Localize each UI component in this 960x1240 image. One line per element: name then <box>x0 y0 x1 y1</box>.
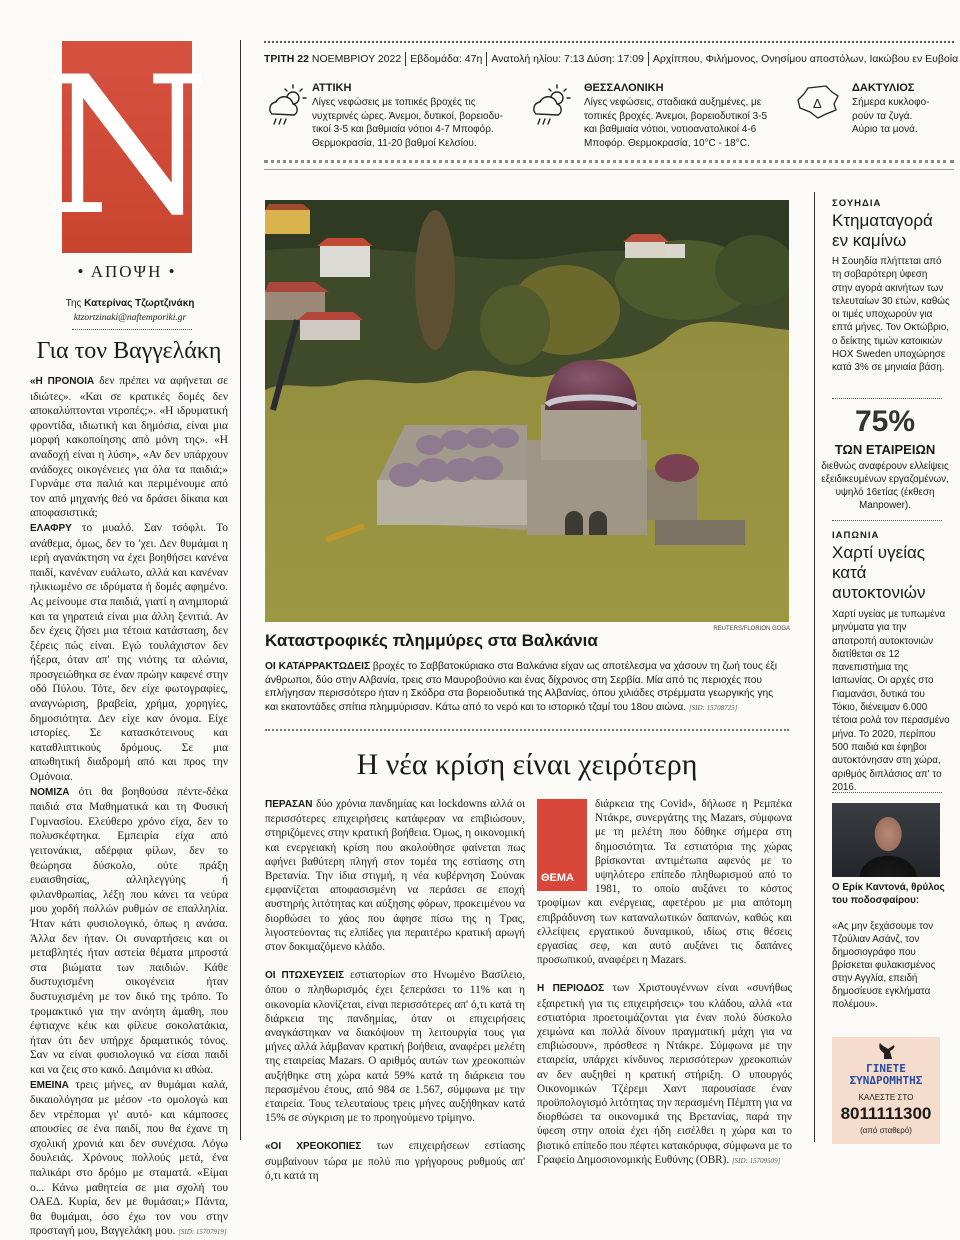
week-number: Εβδομάδα: 47η <box>410 53 482 65</box>
paragraph-text: το μυαλό. Σαν τσόφλι. Το ανάθεμα, όμως, δεν το 'χει. Δεν θυμάμαι η ιερή αγανάκτηση να έχει βοηθήσει κανένα παιδί, κανέναν ευάλωτο, αλλά και κανέναν ηλικιωμένο σε ιδρύματα ή δομές αφημένο. Ας μείνουμε στα παιδιά, γιατί η ανημποριά και τα γηρατειά είναι μια άλλη ξενιτιά. Αν δεν έχεις ζήσει μια τέτοια κατάσταση, δεν ξέρεις πώς είναι. Εγώ τουλάχιστον δεν ήξερα, όταν απ' της νιότης τα αλώνια, προσγειώθηκα σε έναν πρώην καφενέ στην οδό Πύλου. Τότε, δεν είχε φωτογραφίες, αναγνώριση, βραβεία, χρήμα, χορηγίες, δημοσιότητα. Δεν είχε καν όνομα. Είχε ιστορίες. Σε κατασκότεινους και καταθλιπτικούς δρόμους. Σε μια απωθητική διαδρομή από και προς την Ομόνοια. <box>30 522 228 783</box>
paragraph-text: των Χριστουγέννων είναι «συνήθως εξαιρετική για τις επιχειρήσεις» του κλάδου, αλλά «τα εστιατόρια προετοιμάζονται για έναν πολύ δύσκολο χειμώνα και πολλά δίνουν πραγματική μάχη για να επιβιώσουν», πρόσθεσε η Ντάκρε. Σύμφωνα με την εταιρεία, υπάρχει κίνδυνος περισσότερων χρεοκοπιών αν δεν αυξηθεί η κρατική στήριξη. Ο υπουργός Οικονομικών Τζέρεμι Χαντ παρουσίασε έναν προϋπολογισμό λιτότητας την περασμένη Πέμπτη για να διορθώσει τα οικονομικά της Βρετανίας, παρά την ύφεση στην οποία έχει ήδη εισέλθει η χώρα και το βιοτικό επίπεδο που πέφτει κατακόρυφα, σύμφωνα με το Γραφείο Δημοσιονομικής Ευθύνης (OBR). <box>537 982 792 1165</box>
story-id: [SID: 15707919] <box>178 1228 226 1236</box>
cantona-portrait <box>832 803 940 877</box>
column-rule-left <box>240 40 241 1140</box>
svg-text:Δ: Δ <box>813 96 822 111</box>
main-headline: Η νέα κρίση είναι χειρότερη <box>265 748 789 782</box>
story-id: [SID: 15709509] <box>732 1157 780 1165</box>
opinion-body <box>30 374 228 1240</box>
weather-region: ΘΕΣΣΑΛΟΝΙΚΗ <box>584 82 664 94</box>
headline-line: αυτοκτονιών <box>832 583 957 603</box>
headline-line: Κτηματαγορά <box>832 211 957 231</box>
story-id: [SID: 15708725] <box>689 704 737 712</box>
forecast-line: Μποφόρ. Θερμοκρασία, 10°C - 18°C. <box>584 137 814 151</box>
photo-illustration <box>265 200 789 622</box>
ring-title: ΔΑΚΤΥΛΙΟΣ <box>852 82 914 94</box>
sun-cloud-rain-icon <box>528 82 574 128</box>
sweden-headline <box>832 211 957 251</box>
byline <box>40 298 220 309</box>
photo-caption <box>265 660 787 716</box>
date-month: ΝΟΕΜΒΡΙΟΥ 2022 <box>312 53 401 65</box>
ring-map-icon <box>796 84 840 120</box>
quote-text: «Ας μην ξεχάσουμε τον Τζούλιαν Ασάνζ, τον δημοσιογράφο που βρίσκεται φυλακισμένος στην Αγγλία, επειδή δημοσίευσε εγκλήματα πολέμου». <box>832 920 952 1011</box>
japan-kicker: ΙΑΠΩΝΙΑ <box>832 530 879 541</box>
sunrise: Ανατολή ηλίου: 7:13 <box>491 53 584 65</box>
byline-prefix: Της <box>66 298 82 309</box>
headline-line: κατά <box>832 563 957 583</box>
header-dotted-rule <box>264 160 954 167</box>
forecast-line: τικοί 3-5 και βαθμιαία νότιοι 4-7 Μποφόρ. <box>312 123 572 137</box>
japan-text: Χαρτί υγείας με τυπωμένα μηνύματα για την αποτροπή αυτοκτονιών διατίθεται σε 12 πανεπιστήμια της Ιαπωνίας. Οι αρχές στο Γιαμανάσι, δυτικά του Τόκιο, διένειμαν 6.000 τέτοια ρολά τον περασμένο μήνα. Το 2020, περίπου 500 παιδιά και έφηβοι αυτοκτόνησαν στη χώρα, αριθμός διπλάσιος απ' το 2016. <box>832 608 950 794</box>
paragraph-lead: «Η ΠΡΟΝΟΙΑ <box>30 376 94 387</box>
paragraph-lead: ΕΜΕΙΝΑ <box>30 1080 69 1091</box>
paragraph-lead: ΟΙ ΠΤΩΧΕΥΣΕΙΣ <box>265 970 344 981</box>
photo-credit: REUTERS/FLORION GOGA <box>600 626 790 632</box>
ring-line: Σήμερα κυκλοφο- <box>852 96 952 110</box>
paragraph-text: διάρκεια της Covid», δήλωσε η Ρεμπέκα Ντάκρε, συνεργάτης της Mazars, σύμφωνα με τη μελέτη που δόθηκε σήμερα στη δημοσιότητα. Τα εστιατόρια της χώρας βρίσκονται αντιμέτωπα αφενός με το υψηλότερο επίπεδο πληθωρισμού από το 1981, το οποίο αυξάνει το κόστος τροφίμων και ενέργειας, αφετέρου με μια απότομη επιβράδυνση των καταναλωτικών δαπανών, καθώς και ελλείψεις εργατικού δυναμικού, ιδίως στις θέσεις εργασίας σεφ, και αυτό αυξάνει τις δαπάνες προσωπικού, αναφέρει η Mazars. <box>537 798 792 966</box>
article-paragraph <box>265 1139 525 1183</box>
japan-headline <box>832 543 957 603</box>
opinion-title: Για τον Βαγγελάκη <box>34 338 224 365</box>
forecast-line: Θερμοκρασία, 11-20 βαθμοί Κελσίου. <box>312 137 572 151</box>
dateline <box>264 52 960 66</box>
opinion-paragraph <box>30 785 228 1078</box>
author-name: Κατερίνας Τζωρτζινάκη <box>84 298 194 309</box>
weather-forecast <box>584 96 814 150</box>
paragraph-lead: «ΟΙ ΧΡΕΟΚΟΠΙΕΣ <box>265 1141 361 1152</box>
sunset: Δύση: 17:09 <box>587 53 644 65</box>
logo-letter: N <box>62 41 192 253</box>
headline-line: εν καμίνω <box>832 231 957 251</box>
article-column-1 <box>265 797 525 1197</box>
article-paragraph <box>265 968 525 1125</box>
sun-cloud-rain-icon <box>264 82 310 128</box>
weather-region: ΑΤΤΙΚΗ <box>312 82 351 94</box>
opinion-paragraph <box>30 1078 228 1240</box>
forecast-line: τοπικές βροχές. Άνεμοι, βορειοδυτικοί 3-5 <box>584 110 814 124</box>
headline-line: Χαρτί υγείας <box>832 543 957 563</box>
topic-badge <box>537 799 587 891</box>
header-dotted-rule <box>264 41 954 43</box>
date-day: ΤΡΙΤΗ 22 <box>264 53 309 65</box>
forecast-line: νυχτερινές ώρες. Άνεμοι, δυτικοί, βορειοδυ- <box>312 110 572 124</box>
paragraph-text: εστιατορίων στο Ηνωμένο Βασίλειο, όπου ο πληθωρισμός έχει ξεπεράσει το 11% και η οικονομία κλονίζεται, είναι περισσότερες απ' ό,τι κατά τη διάρκεια της πανδημίας, όταν οι επιχειρήσεις αναγκάστηκαν να διακόψουν τη λειτουργία τους για μήνες αλλά λάμβαναν κρατική βοήθεια, αναφέρει μελέτη της εταιρείας Mazars. Ο αριθμός αυτών των χρεοκοπιών αυξήθηκε στη χώρα κατά 59% κατά τη διάρκεια του περασμένου έτους, από 984 σε 1.567, σύμφωνα με την εταιρεία. Τους τελευταίους τρεις μήνες αυξήθηκαν κατά 15% σε σύγκριση με το προηγούμενο τρίμηνο. <box>265 969 525 1124</box>
author-email[interactable]: ktzortzinaki@naftemporiki.gr <box>40 313 220 323</box>
paragraph-text: δύο χρόνια πανδημίας και lockdowns αλλά οι περισσότερες επιχειρήσεις κατάφεραν να επιβιώσουν, στηριζόμενες στην κρατική βοήθεια. Όμως, η οικονομική και ενεργειακή κρίση που ακολούθησε φαίνεται πως αφήνει βαθύτερη πληγή στον τομέα της εστίασης στη Βρετανία. Την ίδια στιγμή, η νέα κυβέρνηση Σούνακ εμφανίζεται αποφασισμένη να περάσει σε εποχή αυστηρής λιτότητας και αύξησης φόρων, προκειμένου να διορθώσει το χάος που άφησε πίσω της η Τρας, λιγοστεύοντας τις ελπίδες για περαιτέρω κρατική αρωγή στον δοκιμαζόμενο κλάδο. <box>265 798 525 953</box>
stat-label: ΤΩΝ ΕΤΑΙΡΕΙΩΝ <box>820 442 950 457</box>
paragraph-text: δεν πρέπει να αφήνεται σε ιδιώτες». «Και σε κρατικές δομές δεν αποκαλύπτονται ντροπές;». «Η ιδρυματική φροντίδα, ιδιωτική και δημόσια, είναι μια μορφή κακοποίησης από μόνη της». «Η αναδοχή είναι η λύση», «Αν δεν υπάρχουν ανάδοχες οικογένειες για όλα τα παιδιά;» Γυρνάμε στα παλιά και περιμένουμε από τον από μηχανής θεό να δράσει δίκαια και αποφασιστικά; <box>30 375 228 519</box>
paragraph-lead: ΠΕΡΑΣΑΝ <box>265 799 313 810</box>
sidebar-divider <box>832 792 942 793</box>
paragraph-lead: ΝΟΜΙΖΑ <box>30 787 69 798</box>
ring-text <box>852 96 952 137</box>
subscribe-call-label: ΚΑΛΕΣΤΕ ΣΤΟ <box>832 1093 940 1102</box>
subscribe-box[interactable] <box>832 1037 940 1144</box>
topic-badge-label: ΘΕΜΑ <box>541 871 574 885</box>
separator <box>405 52 406 66</box>
forecast-line: και βαθμιαία νότιοι, νοτιοανατολικοί 4-6 <box>584 123 814 137</box>
paragraph-text: τρεις μήνες, αν θυμάμαι καλά, δικαιολόγησα με μέσον -το ομολογώ και δεν ντρέπομαι γι' αυτό- και κάμποσες απουσίες σε ένα παιδί, που θα έχανε τη σχολική χρονιά και δεν συνέχισα. Λόγω δουλειάς. Χρόνους πολλούς μετά, ένα παλικάρι στο δρόμο με σταματά. «Είμαι ο... Κάνω μαθητεία σε μια σχολή του ΟΑΕΔ. Κυρία, δεν με θυμάσαι;» Πάντα, θα θυμάμαι, όσο έχω τον νου στην προσταγή μου, Βαγγελάκη μου. <box>30 1079 228 1238</box>
column-rule-right <box>814 192 815 1142</box>
opinion-paragraph <box>30 374 228 521</box>
sidebar-divider <box>832 520 942 521</box>
header-divider <box>264 169 954 170</box>
sweden-kicker: ΣΟΥΗΔΙΑ <box>832 198 881 209</box>
byline-divider <box>72 329 192 330</box>
paragraph-lead: Η ΠΕΡΙΟΔΟΣ <box>537 983 604 994</box>
subscribe-phone-number[interactable]: 8011111300 <box>832 1104 940 1124</box>
sweden-text: Η Σουηδία πλήττεται από τη σοβαρότερη ύφεση στην αγορά ακινήτων των τελευταίων 30 ετών, καθώς οι τιμές υποχωρούν για επτά μήνες. Τον Οκτώβριο, ο δείκτης τιμών κατοικιών HOX Sweden υποχώρησε κατά 3% σε μηνιαία βάση. <box>832 255 950 375</box>
caption-text: βροχές το Σαββατοκύριακο στα Βαλκάνια είχαν ως αποτέλεσμα να χάσουν τη ζωή τους έξι άνθρωποι, δύο στην Αλβανία, τρεις στο Μαυροβούνιο και ένας δίχρονος στη Σερβία. Μία από τις περιοχές που επλήγησαν περισσότερο ήταν η Σκόδρα στα βορειοδυτικά της Αλβανίας, όπου χιλιάδες στρέμματα γεωργικής γης και εκατοντάδες σπίτια πλημμύρισαν. Κάτω από το νερό και το ιστορικό τζαμί του 18ου αιώνα. <box>265 661 777 713</box>
reader-icon <box>876 1041 898 1061</box>
paragraph-lead: ΕΛΑΦΡΥ <box>30 523 72 534</box>
article-paragraph <box>265 797 525 954</box>
stat-text: διεθνώς αναφέρουν ελλείψεις εξειδικευμένων εργαζομένων, υψηλό 16ετίας (έκθεση Manpower). <box>820 460 950 512</box>
ring-line: Αύριο τα μονά. <box>852 123 952 137</box>
section-label: • ΑΠΟΨΗ • <box>62 262 192 282</box>
quote-attribution: Ο Ερίκ Καντονά, θρύλος του ποδοσφαίρου: <box>832 881 952 907</box>
opinion-paragraph <box>30 521 228 785</box>
separator <box>648 52 649 66</box>
forecast-line: Λίγες νεφώσεις, σταδιακά αυξημένες, με <box>584 96 814 110</box>
separator <box>486 52 487 66</box>
paragraph-text: ότι θα βοηθούσα πέντε-δέκα παιδιά στα Μαθηματικά και τη Φυσική Γυμνασίου. Ελεύθερο χρόνο είχα, δεν το πολυσκέφτηκα. Εμπειρία είχα από γειτονάκια, αδέρφια φίλων, δεν το θεώρησα δύσκολο, ούτε πράξη ευαισθησίας, αλληλεγγύης ή φιλανθρωπίας, λέξη που κάνει τα νεύρα μου χορδή πολλών ρυθμών σε επαλληλία. Ήταν κάτι φυσιολογικό, όπως η ανάσα. Άλλα δεν ήταν. Οι συναρτήσεις και οι μεταβλητές ήταν αστεία θέματα μπροστά στα βιώματα των παιδιών. Κάθε δυστυχισμένη οικογένεια ήταν δυστυχισμένη με τον δικό της τρόπο. Το τρομακτικό για την ανόητη άμαθη, που έφτιαχνε κέικ και φίλευε σοκολατάκια, ήταν ότι δεν υπήρχε δραματικός τόνος. Σαν να είναι φυσιολογικό να είσαι παιδί και να ζεις στο κακό. Δαιμόνια κι αθώα. <box>30 786 228 1076</box>
stat-value: 75% <box>830 405 940 439</box>
story-divider <box>265 729 789 731</box>
subscribe-title-line: ΣΥΝΔΡΟΜΗΤΗΣ <box>832 1075 940 1087</box>
photo-headline: Καταστροφικές πλημμύρες στα Βαλκάνια <box>265 631 785 651</box>
paragraph-text: των επιχειρήσεων εστίασης συμβαίνουν τώρα με πολύ πιο γρήγορους ρυθμούς απ' ό,τι κατά τη <box>265 1140 525 1181</box>
article-paragraph <box>537 981 792 1168</box>
forecast-line: Λίγες νεφώσεις με τοπικές βροχές τις <box>312 96 572 110</box>
namedays: Αρχίππου, Φιλήμονος, Ονησίμου αποστόλων, Ιακώβου εν Ευβοία <box>653 53 958 65</box>
subscribe-title-line: ΓΙΝΕΤΕ <box>832 1063 940 1075</box>
subscribe-note: (από σταθερό) <box>832 1126 940 1135</box>
sidebar-divider <box>832 398 942 399</box>
flood-mosque-photo <box>265 200 789 622</box>
ring-line: ρούν τα ζυγά. <box>852 110 952 124</box>
caption-lead: ΟΙ ΚΑΤΑΡΡΑΚΤΩΔΕΙΣ <box>265 661 370 672</box>
opinion-logo <box>62 41 192 253</box>
article-column-2 <box>537 797 792 1182</box>
subscribe-title <box>832 1063 940 1087</box>
